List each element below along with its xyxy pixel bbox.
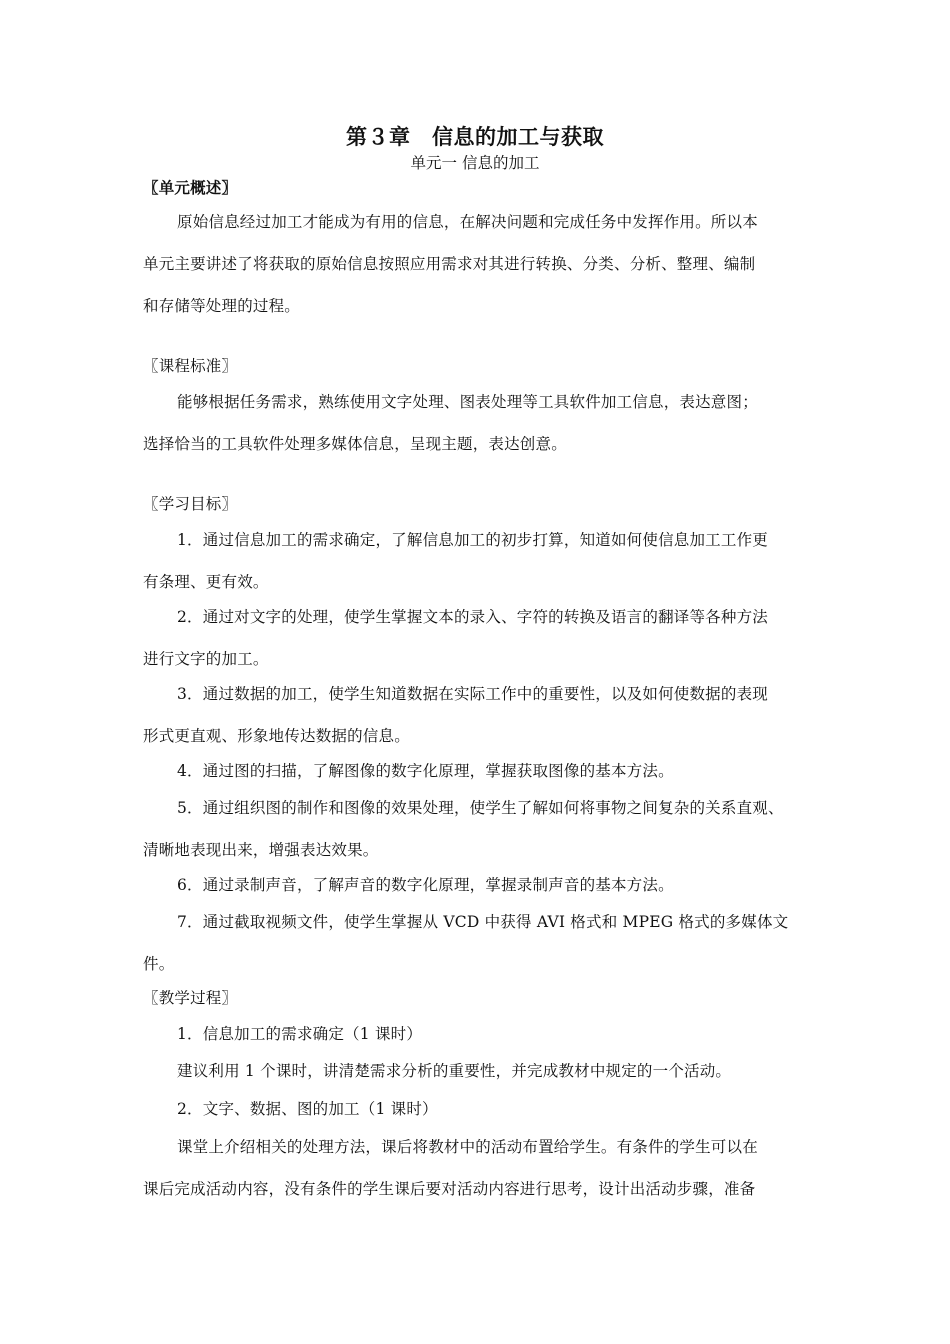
process-line: 1．信息加工的需求确定（1 课时） — [177, 1025, 423, 1043]
goal-line: 1．通过信息加工的需求确定，了解信息加工的初步打算，知道如何使信息加工工作更 — [177, 531, 768, 549]
goal-line: 4．通过图的扫描，了解图像的数字化原理，掌握获取图像的基本方法。 — [177, 762, 674, 780]
goal-line: 清晰地表现出来，增强表达效果。 — [143, 841, 379, 859]
goal-line: 有条理、更有效。 — [143, 573, 269, 591]
goal-line: 3．通过数据的加工，使学生知道数据在实际工作中的重要性，以及如何使数据的表现 — [177, 685, 768, 703]
goal-line: 件。 — [143, 955, 175, 973]
process-heading: 〖教学过程〗 — [143, 989, 238, 1007]
goal-line: 进行文字的加工。 — [143, 650, 269, 668]
goal-line: 7．通过截取视频文件，使学生掌握从 VCD 中获得 AVI 格式和 MPEG 格式的多媒体文 — [177, 913, 789, 931]
goal-line: 5．通过组织图的制作和图像的效果处理，使学生了解如何将事物之间复杂的关系直观、 — [177, 799, 784, 817]
standard-line: 选择恰当的工具软件处理多媒体信息，呈现主题，表达创意。 — [143, 435, 567, 453]
standard-line: 能够根据任务需求，熟练使用文字处理、图表处理等工具软件加工信息，表达意图； — [177, 393, 758, 411]
process-line: 2．文字、数据、图的加工（1 课时） — [177, 1100, 438, 1118]
process-line: 建议利用 1 个课时，讲清楚需求分析的重要性，并完成教材中规定的一个活动。 — [177, 1062, 732, 1080]
process-line: 课后完成活动内容，没有条件的学生课后要对活动内容进行思考，设计出活动步骤，准备 — [143, 1180, 756, 1198]
standard-heading: 〖课程标准〗 — [143, 357, 238, 375]
overview-heading: 〖单元概述〗 — [143, 178, 238, 197]
goal-line: 形式更直观、形象地传达数据的信息。 — [143, 727, 410, 745]
unit-title: 单元一 信息的加工 — [410, 154, 540, 172]
chapter-title: 第３章 信息的加工与获取 — [346, 124, 604, 149]
goals-heading: 〖学习目标〗 — [143, 495, 238, 513]
process-line: 课堂上介绍相关的处理方法，课后将教材中的活动布置给学生。有条件的学生可以在 — [177, 1138, 758, 1156]
goal-line: 2．通过对文字的处理，使学生掌握文本的录入、字符的转换及语言的翻译等各种方法 — [177, 608, 768, 626]
overview-line: 和存储等处理的过程。 — [143, 297, 301, 315]
overview-line: 原始信息经过加工才能成为有用的信息，在解决问题和完成任务中发挥作用。所以本 — [177, 213, 758, 231]
overview-line: 单元主要讲述了将获取的原始信息按照应用需求对其进行转换、分类、分析、整理、编制 — [143, 255, 756, 273]
goal-line: 6．通过录制声音，了解声音的数字化原理，掌握录制声音的基本方法。 — [177, 876, 674, 894]
